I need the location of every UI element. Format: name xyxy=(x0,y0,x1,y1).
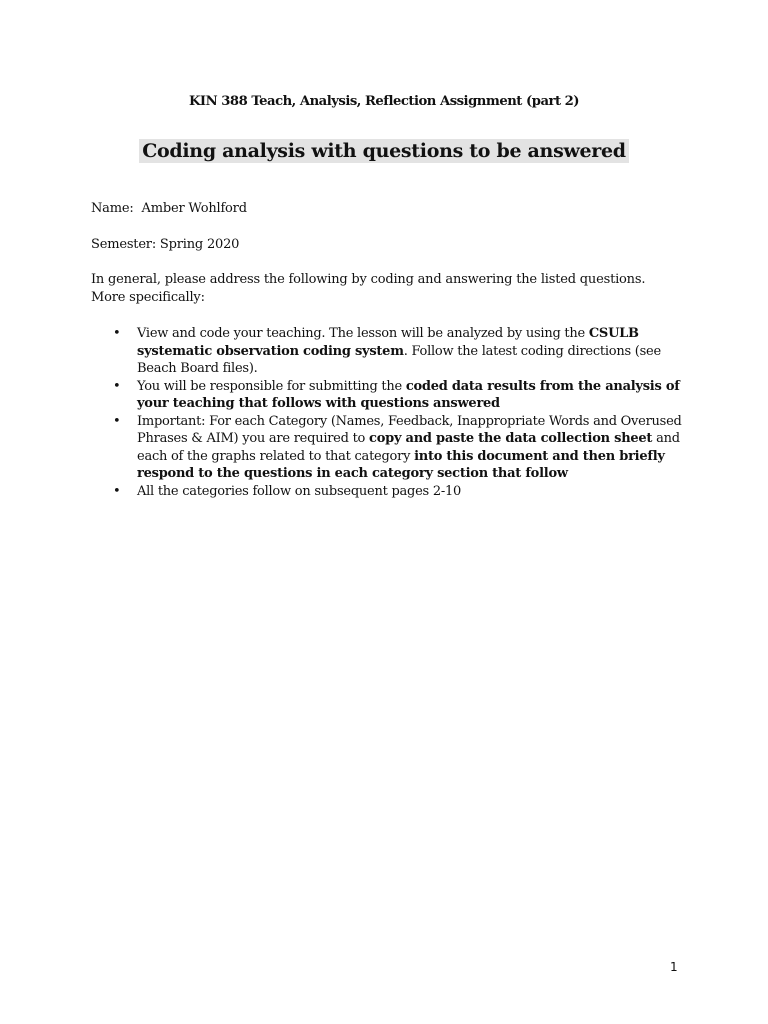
bullet-icon: • xyxy=(113,378,121,394)
bullet-icon: • xyxy=(113,413,121,429)
intro-paragraph: In general, please address the following by coding and answering the listed questions. More specifically: xyxy=(91,272,646,305)
document-title: Coding analysis with questions to be answered xyxy=(139,139,629,163)
list-item xyxy=(91,413,701,483)
name-value: Amber Wohlford xyxy=(141,201,247,216)
list-item xyxy=(91,483,701,501)
title-wrapper xyxy=(0,139,768,163)
bullet-text: . Follow the latest coding directions (see Beach Board files). xyxy=(137,343,661,376)
bullet-text: All the categories follow on subsequent pages 2-10 xyxy=(137,483,462,499)
bullet-bold-text: CSULB systematic observation coding system xyxy=(137,326,639,359)
instruction-list xyxy=(91,325,701,500)
bullet-bold-text: into this document and then briefly respond to the questions in each category section that follow xyxy=(137,448,665,481)
bullet-text: View and code your teaching. The lesson will be analyzed by using the xyxy=(137,326,589,341)
list-item xyxy=(91,325,701,378)
page-number: 1 xyxy=(670,960,678,974)
bullet-bold-text: copy and paste the data collection sheet xyxy=(369,431,653,446)
bullet-text: You will be responsible for submitting the xyxy=(137,378,406,394)
name-line xyxy=(91,200,691,218)
semester-line: Semester: Spring 2020 xyxy=(91,237,240,252)
bullet-icon: • xyxy=(113,483,121,499)
list-item xyxy=(91,378,701,413)
bullet-text: and each of the graphs related to that category xyxy=(137,431,680,464)
bullet-text: Important: For each Category (Names, Feedback, Inappropriate Words and Overused Phrases & AIM) you are required to xyxy=(137,413,682,446)
course-header: KIN 388 Teach, Analysis, Reflection Assignment (part 2) xyxy=(188,94,580,109)
name-label: Name: xyxy=(91,201,134,216)
bullet-icon: • xyxy=(113,326,121,341)
bullet-bold-text: coded data results from the analysis of your teaching that follows with questions answered xyxy=(137,378,680,411)
